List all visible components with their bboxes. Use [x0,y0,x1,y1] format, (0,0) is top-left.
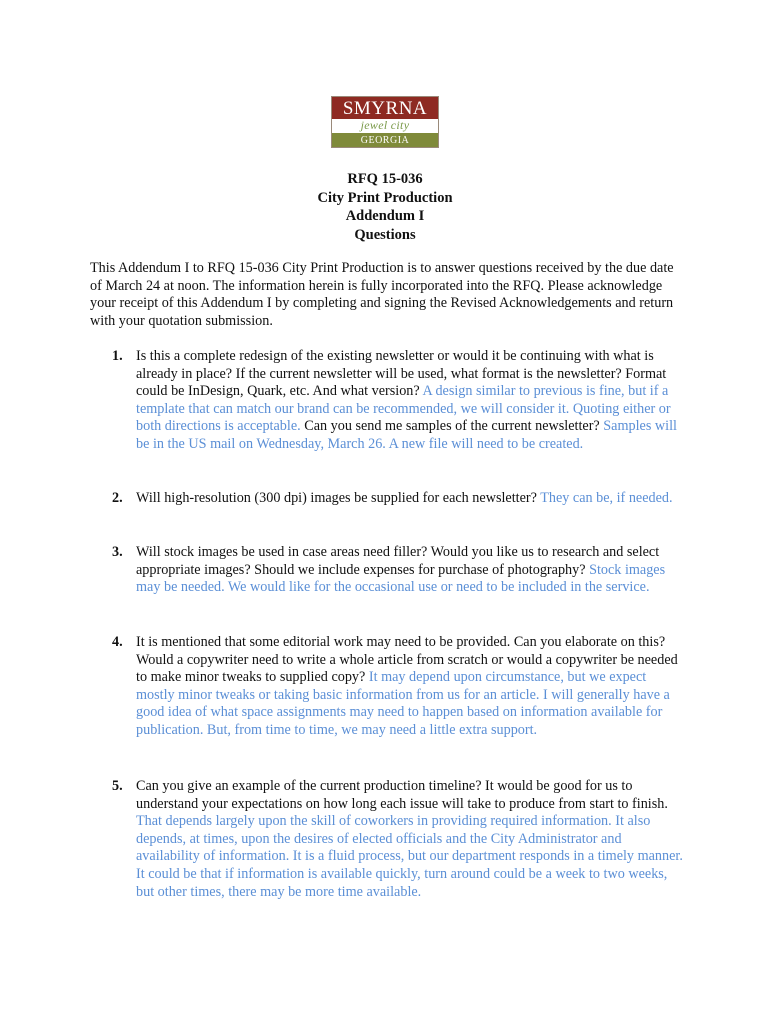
question-number: 2. [112,490,123,506]
answer-text: They can be, if needed. [540,490,673,506]
question-number: 3. [112,544,123,560]
answer-text: A design similar to previous is fine, but if a template that can match our brand can be recommended, we will consider it. Quoting either or both directions is acceptable. [136,383,671,435]
question-item-1 [90,348,685,454]
question-number: 1. [112,348,123,364]
question-number: 4. [112,634,123,650]
answer-text: It may depend upon circumstance, but we expect mostly minor tweaks or taking basic information from us for an article. I will generally have a good idea of what space assignments may need to happen based on information available for publication. But, from time to time, we may need a little extra support. [136,669,670,738]
answer-text: That depends largely upon the skill of coworkers in providing required information. It also depends, at times, upon the desires of elected officials and the City Administrator and availability of information. It is a fluid process, but our department responds in a timely manner. It could be that if information is available quickly, turn around could be a week to two weeks, but other times, there may be more time available. [136,813,683,900]
answer-text: Samples will be in the US mail on Wednesday, March 26. A new file will need to be created. [136,418,677,452]
question-text: Will high-resolution (300 dpi) images be supplied for each newsletter? [136,490,541,506]
answer-text: Stock images may be needed. We would like for the occasional use or need to be included in the service. [136,561,666,596]
intro-paragraph: This Addendum I to RFQ 15-036 City Print Production is to answer questions received by the due date of March 24 at noon. The information herein is fully incorporated into the RFQ. Please acknowledge your receipt of this Addendum I by completing and signing the Revised Acknowledgements and return with your quotation submission. [90,260,674,329]
question-item-4 [90,634,685,740]
document-title [0,170,770,244]
logo-top-text: SMYRNA [332,97,438,119]
question-number: 5. [112,778,123,794]
logo-script-text: jewel city [332,119,438,133]
logo-bottom-text: GEORGIA [332,133,438,147]
title-questions: Questions [354,226,416,243]
question-text: It is mentioned that some editorial work may need to be provided. Can you elaborate on this? Would a copywriter need to write a whole article from scratch or would a copywriter be needed to make minor tweaks to supplied copy? [136,634,678,686]
title-addendum: Addendum I [345,208,425,224]
question-item-3 [90,544,685,597]
title-project-name: City Print Production [317,189,453,206]
smyrna-logo [331,96,439,148]
question-text: Is this a complete redesign of the existing newsletter or would it be continuing with what is already in place? If the current newsletter will be used, what format is the newsletter? Format could be InDesign, Quark, etc. And what version? [136,348,667,400]
question-text: Can you send me samples of the current newsletter? [300,418,604,435]
question-item-5 [90,778,685,901]
question-item-2 [90,490,685,508]
title-rfq-number: RFQ 15-036 [347,171,423,187]
question-text: Can you give an example of the current production timeline? It would be good for us to understand your expectations on how long each issue will take to produce from start to finish. [136,778,668,812]
question-text: Will stock images be used in case areas need filler? Would you like us to research and select appropriate images? Should we include expenses for purchase of photography? [136,544,660,578]
